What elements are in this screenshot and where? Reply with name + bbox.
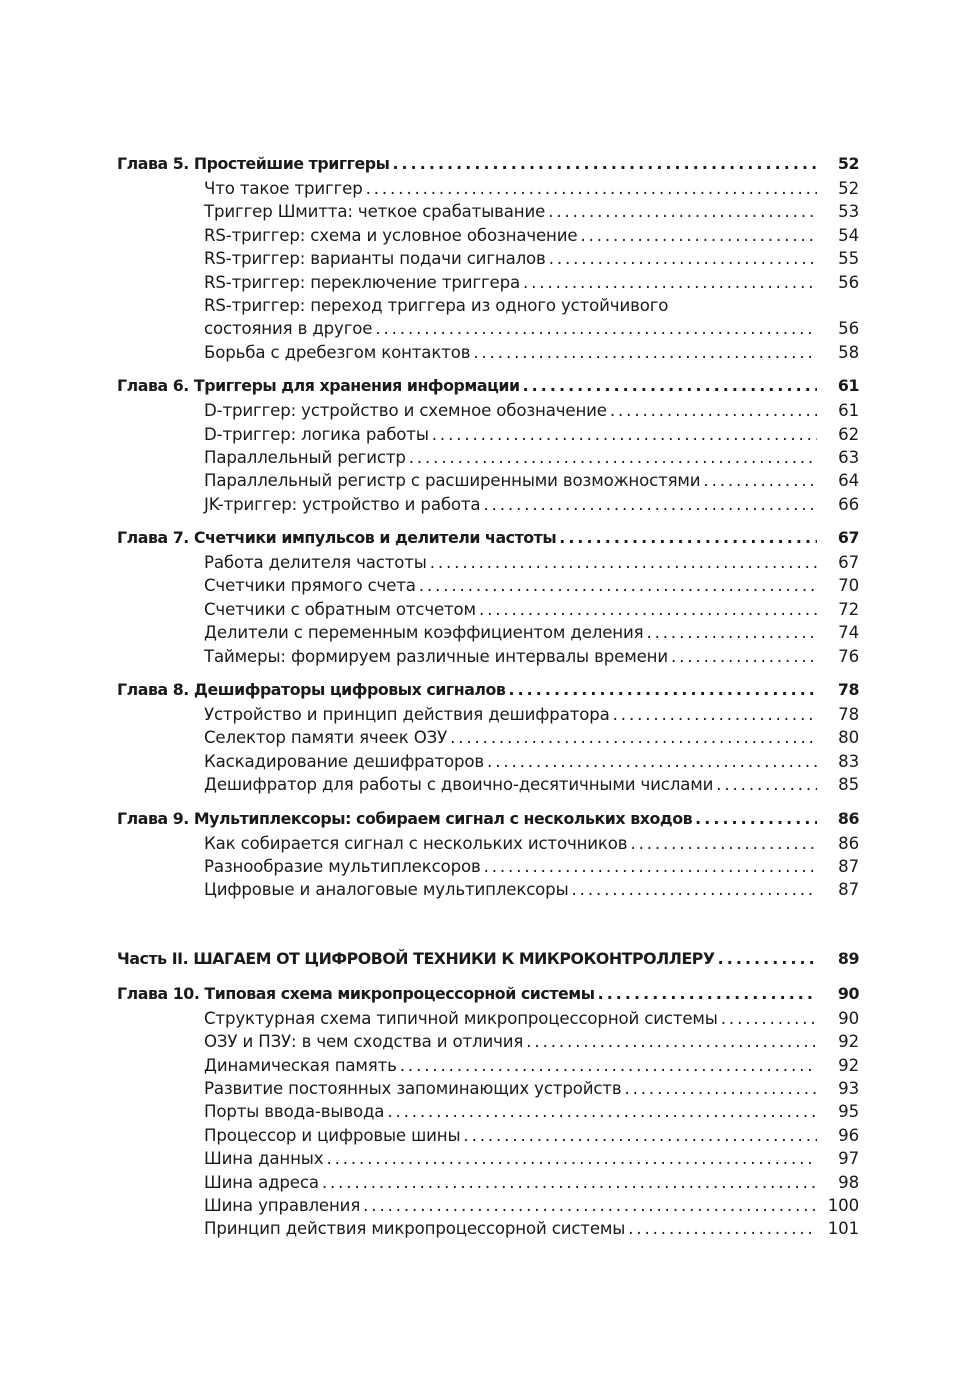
toc-entry-row bbox=[117, 1077, 859, 1100]
toc-entry-title: RS-триггер: переключение триггера bbox=[204, 272, 520, 292]
dot-leader bbox=[549, 247, 817, 270]
dot-leader bbox=[630, 832, 817, 855]
dot-leader bbox=[366, 177, 817, 200]
toc-entry-row bbox=[117, 446, 859, 469]
dot-leader bbox=[613, 703, 817, 726]
toc-page-number: 80 bbox=[838, 728, 859, 748]
table-of-contents bbox=[117, 150, 859, 1241]
toc-entry-row bbox=[117, 1007, 859, 1030]
toc-page-number: 61 bbox=[837, 376, 859, 396]
toc-entry-title: Шина данных bbox=[204, 1149, 324, 1169]
toc-entry-title: Что такое триггер bbox=[204, 179, 363, 198]
toc-page-number: 52 bbox=[838, 179, 859, 198]
dot-leader bbox=[322, 1171, 817, 1194]
toc-page-number: 83 bbox=[838, 751, 859, 771]
toc-entry-row bbox=[117, 1217, 859, 1240]
toc-entry-title: Порты ввода-вывода bbox=[204, 1102, 385, 1122]
toc-entry-title: JK-триггер: устройство и работа bbox=[204, 494, 481, 514]
toc-entry-title: RS-триггер: схема и условное обозначение bbox=[204, 225, 578, 245]
dot-leader bbox=[463, 1124, 817, 1147]
toc-page-number: 70 bbox=[838, 576, 859, 596]
toc-entry-row bbox=[117, 551, 859, 574]
toc-page-number: 93 bbox=[838, 1078, 859, 1098]
dot-leader bbox=[387, 1100, 817, 1123]
dot-leader bbox=[523, 372, 817, 399]
toc-entry-row bbox=[117, 832, 859, 855]
toc-entry-row bbox=[117, 247, 859, 270]
toc-entry-row bbox=[117, 1147, 859, 1170]
toc-page-number: 89 bbox=[837, 948, 859, 968]
dot-leader bbox=[716, 773, 817, 796]
toc-entry-title: Борьба с дребезгом контактов bbox=[204, 342, 471, 362]
dot-leader bbox=[624, 1077, 817, 1100]
toc-entry-title: Параллельный регистр bbox=[204, 447, 406, 467]
toc-entry-row bbox=[117, 750, 859, 773]
toc-entry-title: Работа делителя частоты bbox=[204, 553, 427, 573]
dot-leader bbox=[363, 1194, 817, 1217]
toc-entry-row bbox=[117, 317, 859, 340]
dot-leader bbox=[598, 980, 817, 1007]
toc-page-number: 86 bbox=[837, 808, 859, 828]
toc-entry-row bbox=[117, 177, 859, 200]
dot-leader bbox=[548, 200, 817, 223]
dot-leader bbox=[450, 726, 817, 749]
dot-leader bbox=[430, 551, 817, 574]
toc-entry-row bbox=[117, 1030, 859, 1053]
toc-page-number: 64 bbox=[838, 471, 859, 491]
toc-chapter-row bbox=[117, 524, 859, 551]
toc-entry-title: Разнообразие мультиплексоров bbox=[204, 856, 481, 876]
toc-page-number: 58 bbox=[838, 342, 859, 362]
dot-leader bbox=[473, 341, 817, 364]
toc-entry-row bbox=[117, 703, 859, 726]
toc-entry-title: Счетчики прямого счета bbox=[204, 576, 416, 596]
toc-chapter-row bbox=[117, 676, 859, 703]
dot-leader bbox=[432, 423, 817, 446]
toc-entry-row bbox=[117, 271, 859, 294]
toc-entry-title: Цифровые и аналоговые мультиплексоры bbox=[204, 880, 569, 900]
toc-page-number: 87 bbox=[838, 856, 859, 876]
dot-leader bbox=[628, 1217, 817, 1240]
toc-entry-title: D-триггер: логика работы bbox=[204, 424, 429, 444]
toc-page-number: 78 bbox=[838, 705, 859, 725]
dot-leader bbox=[479, 598, 817, 621]
dot-leader bbox=[695, 805, 817, 832]
toc-chapter-title: Глава 5. Простейшие триггеры bbox=[117, 154, 390, 173]
toc-page-number: 92 bbox=[838, 1032, 859, 1052]
toc-entry-row bbox=[117, 855, 859, 878]
dot-leader bbox=[572, 878, 817, 901]
toc-page-number: 63 bbox=[838, 447, 859, 467]
toc-page-number: 92 bbox=[838, 1055, 859, 1075]
toc-chapter-row bbox=[117, 150, 859, 177]
toc-entry-title: Селектор памяти ячеек ОЗУ bbox=[204, 728, 448, 748]
toc-chapter-title: Глава 7. Счетчики импульсов и делители частоты bbox=[117, 528, 557, 548]
toc-entry-row bbox=[117, 1100, 859, 1123]
toc-entry-title: состояния в другое bbox=[204, 319, 373, 339]
dot-leader bbox=[526, 1030, 817, 1053]
dot-leader bbox=[559, 524, 817, 551]
toc-entry-title: RS-триггер: варианты подачи сигналов bbox=[204, 249, 546, 269]
toc-part-title: Часть II. ШАГАЕМ ОТ ЦИФРОВОЙ ТЕХНИКИ К МИКРОКОНТРОЛЛЕРУ bbox=[117, 948, 715, 968]
toc-page-number: 62 bbox=[838, 424, 859, 444]
toc-page-number: 52 bbox=[837, 154, 859, 173]
dot-leader bbox=[484, 855, 817, 878]
toc-chapter-row bbox=[117, 980, 859, 1007]
toc-page-number: 78 bbox=[837, 680, 859, 700]
toc-page-number: 74 bbox=[838, 623, 859, 643]
dot-leader bbox=[419, 574, 817, 597]
toc-entry-row bbox=[117, 1054, 859, 1077]
toc-entry-title: Устройство и принцип действия дешифратора bbox=[204, 705, 610, 725]
dot-leader bbox=[483, 493, 817, 516]
toc-entry-title: Динамическая память bbox=[204, 1055, 397, 1075]
toc-page-number: 97 bbox=[838, 1149, 859, 1169]
toc-chapter-title: Глава 8. Дешифраторы цифровых сигналов bbox=[117, 680, 506, 700]
toc-page-number: 76 bbox=[838, 646, 859, 666]
dot-leader bbox=[400, 1054, 817, 1077]
toc-cont-row bbox=[117, 294, 859, 317]
toc-entry-title: Каскадирование дешифраторов bbox=[204, 751, 485, 771]
toc-entry-title: Шина адреса bbox=[204, 1172, 319, 1192]
toc-chapter-title: Глава 6. Триггеры для хранения информации bbox=[117, 376, 520, 396]
toc-page-number: 85 bbox=[838, 775, 859, 795]
dot-leader bbox=[326, 1147, 817, 1170]
toc-entry-title: Процессор и цифровые шины bbox=[204, 1125, 461, 1145]
toc-entry-title: D-триггер: устройство и схемное обозначение bbox=[204, 401, 607, 421]
toc-entry-row bbox=[117, 1194, 859, 1217]
toc-entry-title: Триггер Шмитта: четкое срабатывание bbox=[204, 202, 546, 222]
toc-entry-row bbox=[117, 341, 859, 364]
toc-entry-row bbox=[117, 1124, 859, 1147]
dot-leader bbox=[523, 271, 817, 294]
toc-entry-row bbox=[117, 726, 859, 749]
toc-chapter-row bbox=[117, 805, 859, 832]
toc-chapter-row bbox=[117, 372, 859, 399]
toc-entry-title: Шина управления bbox=[204, 1195, 361, 1215]
toc-page-number: 54 bbox=[838, 225, 859, 245]
toc-entry-title: Дешифратор для работы с двоично-десятичными числами bbox=[204, 775, 714, 795]
dot-leader bbox=[703, 469, 817, 492]
dot-leader bbox=[671, 645, 817, 668]
toc-entry-title: Счетчики с обратным отсчетом bbox=[204, 599, 476, 619]
toc-entry-row bbox=[117, 621, 859, 644]
toc-part-row bbox=[117, 945, 859, 972]
dot-leader bbox=[580, 224, 817, 247]
toc-page-number: 72 bbox=[838, 599, 859, 619]
toc-page-number: 98 bbox=[838, 1172, 859, 1192]
toc-page-number: 86 bbox=[838, 833, 859, 853]
toc-cont-title: RS-триггер: переход триггера из одного устойчивого bbox=[204, 295, 669, 315]
toc-page-number: 95 bbox=[838, 1102, 859, 1122]
toc-entry-row bbox=[117, 598, 859, 621]
toc-page-number: 67 bbox=[837, 528, 859, 548]
toc-page-number: 100 bbox=[827, 1195, 859, 1215]
toc-entry-title: Принцип действия микропроцессорной системы bbox=[204, 1219, 626, 1239]
toc-page-number: 87 bbox=[838, 880, 859, 900]
dot-leader bbox=[646, 621, 817, 644]
toc-entry-title: Развитие постоянных запоминающих устройств bbox=[204, 1078, 622, 1098]
toc-page-number: 90 bbox=[837, 983, 859, 1003]
toc-page-number: 56 bbox=[838, 272, 859, 292]
toc-entry-title: Делители с переменным коэффициентом деления bbox=[204, 623, 644, 643]
toc-entry-row bbox=[117, 423, 859, 446]
dot-leader bbox=[375, 317, 817, 340]
toc-entry-row bbox=[117, 773, 859, 796]
toc-page-number: 55 bbox=[838, 249, 859, 269]
toc-entry-title: ОЗУ и ПЗУ: в чем сходства и отличия bbox=[204, 1032, 524, 1052]
toc-entry-title: Как собирается сигнал с нескольких источников bbox=[204, 833, 628, 853]
toc-entry-title: Таймеры: формируем различные интервалы времени bbox=[204, 646, 668, 666]
toc-page-number: 56 bbox=[838, 319, 859, 339]
dot-leader bbox=[392, 150, 817, 177]
toc-page-number: 101 bbox=[827, 1219, 859, 1239]
toc-entry-row bbox=[117, 399, 859, 422]
toc-entry-row bbox=[117, 574, 859, 597]
toc-page-number: 61 bbox=[838, 401, 859, 421]
toc-page-number: 96 bbox=[838, 1125, 859, 1145]
toc-entry-row bbox=[117, 645, 859, 668]
toc-entry-title: Структурная схема типичной микропроцессорной системы bbox=[204, 1008, 718, 1028]
toc-entry-row bbox=[117, 878, 859, 901]
toc-entry-title: Параллельный регистр с расширенными возможностями bbox=[204, 471, 701, 491]
toc-chapter-title: Глава 9. Мультиплексоры: собираем сигнал с нескольких входов bbox=[117, 808, 693, 828]
toc-page-number: 67 bbox=[838, 553, 859, 573]
toc-page-number: 53 bbox=[838, 202, 859, 222]
dot-leader bbox=[721, 1007, 817, 1030]
toc-entry-row bbox=[117, 200, 859, 223]
dot-leader bbox=[487, 750, 817, 773]
dot-leader bbox=[718, 945, 817, 972]
toc-entry-row bbox=[117, 469, 859, 492]
dot-leader bbox=[508, 676, 817, 703]
toc-page-number: 90 bbox=[838, 1008, 859, 1028]
toc-chapter-title: Глава 10. Типовая схема микропроцессорной системы bbox=[117, 983, 595, 1003]
toc-page-number: 66 bbox=[838, 494, 859, 514]
toc-entry-row bbox=[117, 493, 859, 516]
dot-leader bbox=[409, 446, 817, 469]
dot-leader bbox=[610, 399, 817, 422]
toc-entry-row bbox=[117, 1171, 859, 1194]
toc-entry-row bbox=[117, 224, 859, 247]
